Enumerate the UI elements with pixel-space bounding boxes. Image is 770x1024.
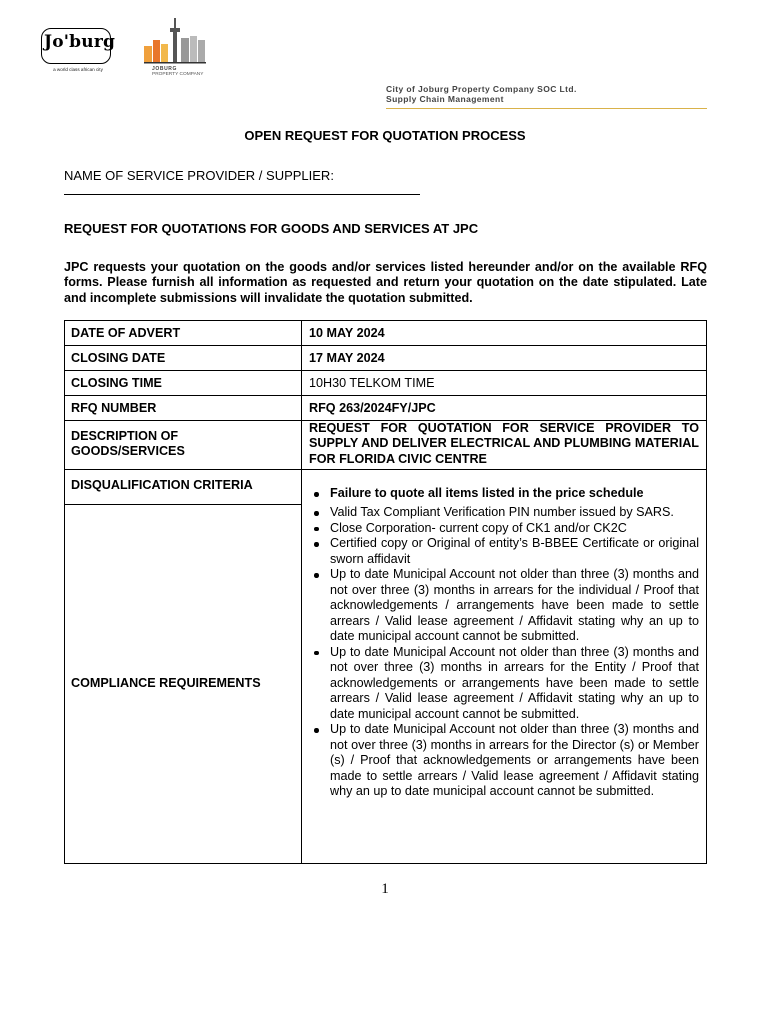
table-column-divider xyxy=(301,320,302,863)
list-item: Up to date Municipal Account not older than three (3) months and not over three (3) months in arrears for the Entity / Proof that acknowledgements or arrangements have been made to settle arrears / Valid lease agreement / Affidavit stating why an up to date municipal account cannot be submitted. xyxy=(309,645,699,723)
rfq-heading: REQUEST FOR QUOTATIONS FOR GOODS AND SERVICES AT JPC xyxy=(64,221,479,236)
closing-time-value: 10H30 TELKOM TIME xyxy=(309,376,435,390)
list-item: Certified copy or Original of entity’s B-BBEE Certificate or original sworn affidavit xyxy=(309,536,699,567)
list-item: Up to date Municipal Account not older than three (3) months and not over three (3) months in arrears for the individual / Proof that acknowledgements / arrangements have been made to settle arrears / Valid lease agreement / Affidavit stating why an up to date municipal account cannot be submitted. xyxy=(309,567,699,645)
advert-date-value: 10 MAY 2024 xyxy=(309,326,385,340)
list-item: Valid Tax Compliant Verification PIN number issued by SARS. xyxy=(309,505,699,521)
rfq-number-value: RFQ 263/2024FY/JPC xyxy=(309,401,436,415)
intro-paragraph: JPC requests your quotation on the goods and/or services listed hereunder and/or on the available RFQ forms. Please furnish all information as requested and return your quotation on the date stipulated. Late and incomplete submissions will invalidate the quotation submitted. xyxy=(64,260,707,305)
compliance-label: COMPLIANCE REQUIREMENTS xyxy=(71,676,261,690)
supplier-name-line xyxy=(64,194,420,195)
table-border-left xyxy=(64,320,65,863)
disqualification-label: DISQUALIFICATION CRITERIA xyxy=(71,478,253,492)
joburg-logo xyxy=(38,24,118,76)
jpc-logo-name: JOBURG xyxy=(152,66,177,72)
closing-date-label: CLOSING DATE xyxy=(71,351,166,365)
list-item: Failure to quote all items listed in the price schedule xyxy=(309,486,699,502)
table-border-bottom xyxy=(64,863,707,864)
joburg-logo-word: Jo'burg xyxy=(44,32,116,52)
jpc-skyline-icon xyxy=(140,16,220,66)
rfq-number-label: RFQ NUMBER xyxy=(71,401,157,415)
table-border-right xyxy=(706,320,707,863)
table-row-divider xyxy=(64,395,707,396)
closing-time-label: CLOSING TIME xyxy=(71,376,162,390)
jpc-logo-subname: PROPERTY COMPANY xyxy=(152,72,204,77)
joburg-logo-tagline: a world class african city xyxy=(53,67,103,72)
page-number: 1 xyxy=(381,881,389,897)
list-item: Up to date Municipal Account not older than three (3) months and not over three (3) months in arrears for the Director (s) or Member (s) / Proof that acknowledgements or arrangements have been made to settle arrears / Valid lease agreement / Affidavit stating why an up to date municipal account cannot be submitted. xyxy=(309,722,699,800)
table-row-divider xyxy=(64,504,301,505)
closing-date-value: 17 MAY 2024 xyxy=(309,351,385,365)
table-row-divider xyxy=(64,469,707,470)
disqualification-list xyxy=(309,486,699,502)
table-row-divider xyxy=(64,370,707,371)
description-label-line2: GOODS/SERVICES xyxy=(71,444,185,458)
header-company: City of Joburg Property Company SOC Ltd. xyxy=(386,84,577,94)
rfq-info-table xyxy=(64,320,707,863)
table-border-top xyxy=(64,320,707,321)
header-rule xyxy=(386,108,707,109)
compliance-list xyxy=(309,505,699,800)
document-title: OPEN REQUEST FOR QUOTATION PROCESS xyxy=(244,128,526,143)
table-row-divider xyxy=(64,345,707,346)
list-item: Close Corporation- current copy of CK1 and/or CK2C xyxy=(309,521,699,537)
description-label-line1: DESCRIPTION OF xyxy=(71,429,179,443)
header-department: Supply Chain Management xyxy=(386,94,504,104)
advert-date-label: DATE OF ADVERT xyxy=(71,326,181,340)
jpc-logo xyxy=(140,16,220,78)
description-value: REQUEST FOR QUOTATION FOR SERVICE PROVIDER TO SUPPLY AND DELIVER ELECTRICAL AND PLUMBING MATERIAL FOR FLORIDA CIVIC CENTRE xyxy=(309,421,699,466)
supplier-label: NAME OF SERVICE PROVIDER / SUPPLIER: xyxy=(64,168,334,183)
